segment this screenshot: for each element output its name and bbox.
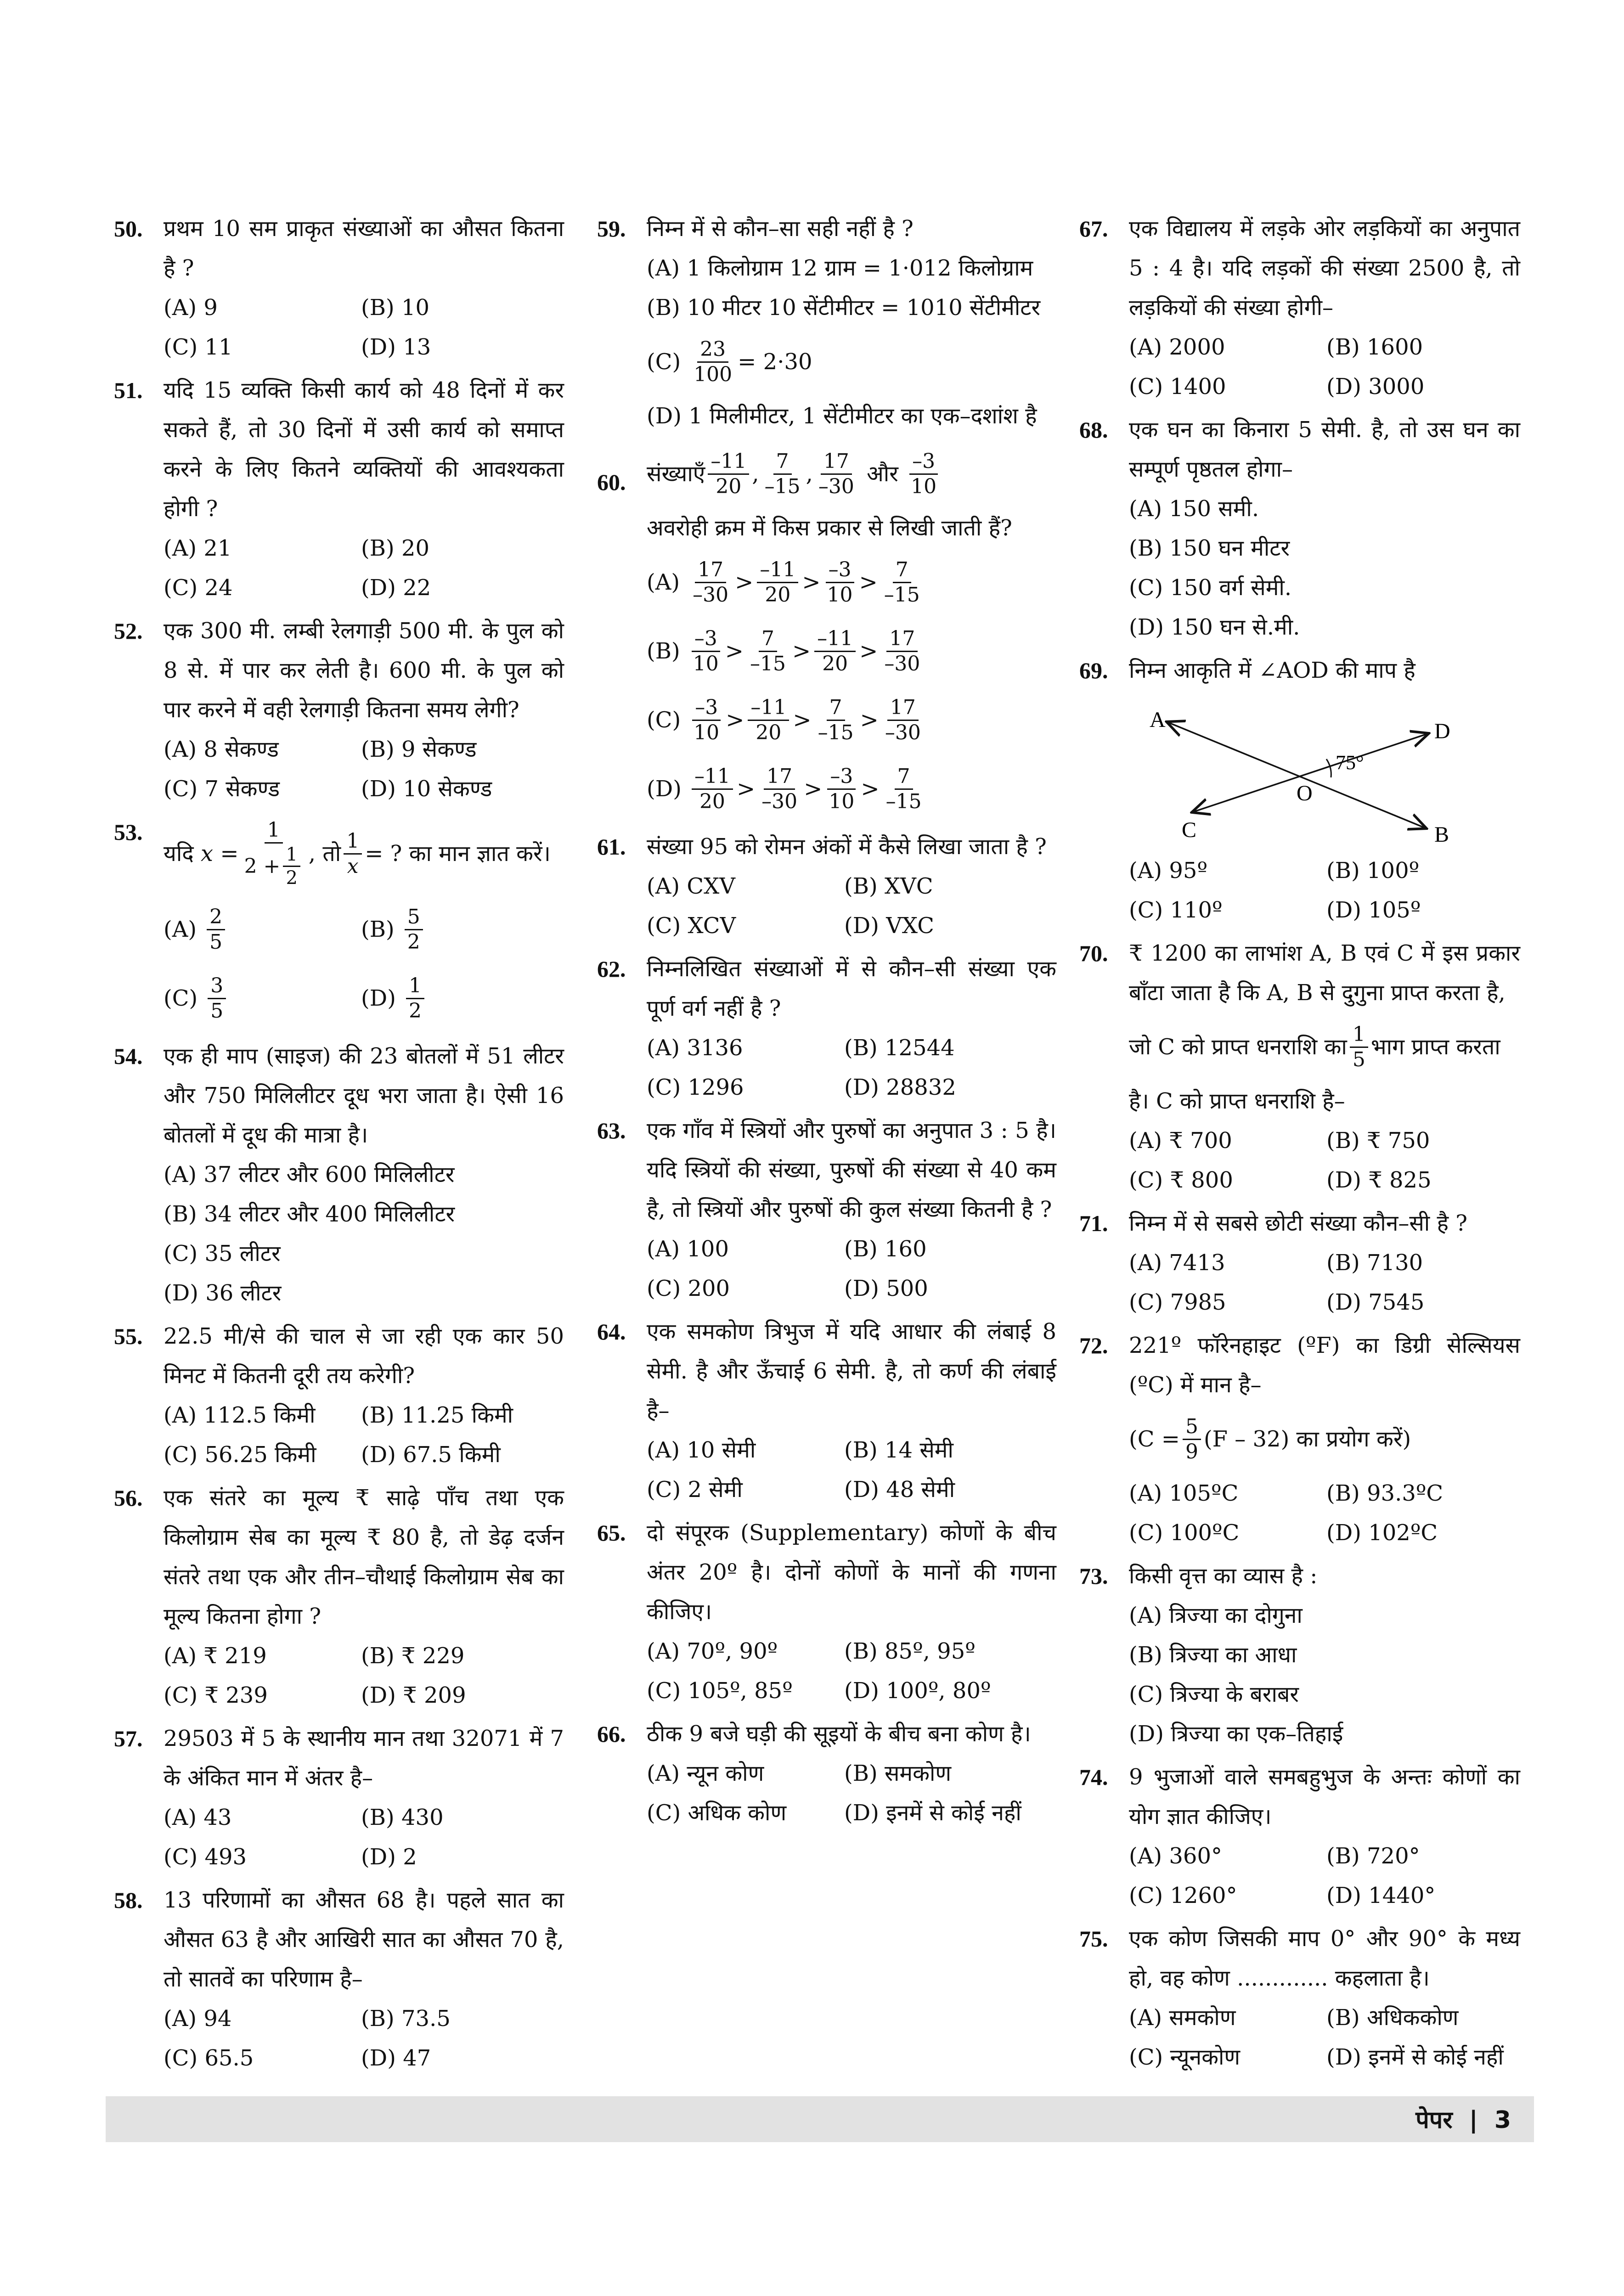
label-o: O <box>1297 781 1313 805</box>
options <box>164 1798 564 1877</box>
option-d[interactable]: (D) 102ºC <box>1326 1520 1438 1546</box>
option-a[interactable]: (A) 105ºC <box>1129 1480 1239 1506</box>
label-b: B <box>1434 822 1449 846</box>
option-a[interactable]: (A) 94 <box>164 2006 232 2032</box>
angle-figure <box>1129 695 1460 846</box>
question-57 <box>114 1719 564 1877</box>
options <box>1129 327 1520 406</box>
option-a[interactable]: (A) 21 <box>164 535 232 561</box>
question-text: एक विद्यालय में लड़के ओर लड़कियों का अनुपात 5 : 4 है। यदि लड़कों की संख्या 2500 है, तो लड़कियों की संख्या होगी– <box>1129 216 1520 321</box>
question-number: 55. <box>114 1323 143 1349</box>
question-text: एक समकोण त्रिभुज में यदि आधार की लंबाई 8 सेमी. है और ऊँचाई 6 सेमी. है, तो कर्ण की लंबाई है– <box>647 1319 1056 1424</box>
question-number: 72. <box>1079 1333 1108 1358</box>
options <box>1129 1121 1520 1200</box>
option-c[interactable]: (C) 1260° <box>1129 1883 1237 1908</box>
option-b[interactable]: (B) 720° <box>1326 1843 1420 1869</box>
option-d[interactable]: (D) इनमें से कोई नहीं <box>1326 2044 1504 2070</box>
option-b[interactable]: (B) 14 सेमी <box>844 1437 953 1463</box>
label-c: C <box>1182 818 1197 842</box>
question-text: 9 भुजाओं वाले समबहुभुज के अन्तः कोणों का योग ज्ञात कीजिए। <box>1129 1764 1520 1829</box>
question-75 <box>1079 1919 1520 2077</box>
question-62 <box>597 949 1056 1107</box>
angle-arc <box>1326 759 1331 777</box>
option-b[interactable]: (B) समकोण <box>844 1761 952 1786</box>
question-number: 75. <box>1079 1926 1108 1952</box>
option-b[interactable]: (B) ₹ 750 <box>1326 1128 1430 1154</box>
options <box>1129 489 1520 647</box>
option-a[interactable]: (A) ₹ 700 <box>1129 1128 1232 1154</box>
option-d[interactable]: (D) त्रिज्या का एक–तिहाई <box>1129 1721 1343 1747</box>
options <box>1129 1998 1520 2077</box>
option-c[interactable]: (C) $\frac{23}{100}$ = 2·30 <box>647 337 812 386</box>
option-b[interactable]: (B) 150 घन मीटर <box>1129 535 1290 561</box>
option-a[interactable]: (A) त्रिज्या का दोगुना <box>1129 1603 1303 1628</box>
options <box>647 1430 1056 1509</box>
question-number: 60. <box>597 469 626 495</box>
option-d[interactable]: (D) 67.5 किमी <box>361 1442 501 1468</box>
option-c[interactable]: (C) 11 <box>164 334 233 360</box>
option-b[interactable]: (B) 20 <box>361 535 430 561</box>
question-text: दो संपूरक (Supplementary) कोणों के बीच अंतर 20º है। दोनों कोणों के मानों की गणना कीजिए। <box>647 1520 1056 1625</box>
options <box>1129 1836 1520 1915</box>
question-number: 56. <box>114 1485 143 1511</box>
option-c[interactable]: (C) 65.5 <box>164 2045 254 2071</box>
option-c[interactable]: (C) 7 सेकण्ड <box>164 776 280 802</box>
option-d[interactable]: (D) 100º, 80º <box>844 1678 991 1704</box>
option-b[interactable]: (B) 85º, 95º <box>844 1638 976 1664</box>
question-73 <box>1079 1556 1520 1754</box>
question-text: एक गाँव में स्त्रियों और पुरुषों का अनुपात 3 : 5 है। यदि स्त्रियों की संख्या, पुरुषों की संख्या से 40 कम है, तो स्त्रियों और पुरुषों की कुल संख्या कितनी है ? <box>647 1118 1056 1222</box>
column-left <box>114 209 564 2082</box>
question-number: 50. <box>114 216 143 242</box>
option-c[interactable]: (C) त्रिज्या के बराबर <box>1129 1682 1299 1707</box>
option-c[interactable]: (C) 7985 <box>1129 1289 1226 1315</box>
option-a[interactable]: (A) 95º <box>1129 858 1208 884</box>
question-50 <box>114 209 564 367</box>
option-c[interactable]: (C) 493 <box>164 1844 247 1870</box>
question-text: संख्या 95 को रोमन अंकों में कैसे लिखा जाता है ? <box>647 834 1047 860</box>
option-a[interactable]: (A) समकोण <box>1129 2005 1236 2031</box>
question-number: 70. <box>1079 940 1108 966</box>
question-67 <box>1079 209 1520 406</box>
option-d[interactable]: (D) $\frac{1}{2}$ <box>361 964 564 1033</box>
option-b[interactable]: (B) 10 <box>361 295 430 321</box>
question-text: 13 परिणामों का औसत 68 है। पहले सात का औसत 63 है और आखिरी सात का औसत 70 है, तो सातवें का परिणाम है– <box>164 1887 564 1992</box>
question-text: एक कोण जिसकी माप 0° और 90° के मध्य हो, वह कोण ............. कहलाता है। <box>1129 1926 1520 1991</box>
option-a[interactable]: (A) 2000 <box>1129 334 1225 360</box>
option-c[interactable]: (C) $\frac{-3}{10}$ > $\frac{-11}{20}$ > $\frac{7}{-15}$ > $\frac{17}{-30}$ <box>647 695 921 744</box>
formula-hint: (C = $\frac{5}{9}$ (F – 32) का प्रयोग करें) <box>1129 1414 1411 1463</box>
question-63 <box>597 1111 1056 1308</box>
option-c[interactable]: (C) 105º, 85º <box>647 1678 793 1704</box>
options <box>647 1229 1056 1308</box>
question-55 <box>114 1317 564 1474</box>
option-d[interactable]: (D) 48 सेमी <box>844 1477 955 1503</box>
question-74 <box>1079 1757 1520 1915</box>
option-c[interactable]: (C) 1296 <box>647 1075 744 1100</box>
option-d[interactable]: (D) 7545 <box>1326 1289 1425 1315</box>
question-number: 52. <box>114 618 143 644</box>
column-right <box>1079 209 1520 2081</box>
option-b[interactable]: (B) 7130 <box>1326 1250 1423 1276</box>
option-d[interactable]: (D) 150 घन से.मी. <box>1129 614 1300 640</box>
option-a[interactable]: (A) 112.5 किमी <box>164 1402 316 1428</box>
options <box>647 1754 1056 1833</box>
option-a[interactable]: (A) 43 <box>164 1805 232 1830</box>
option-b[interactable]: (B) 11.25 किमी <box>361 1402 513 1428</box>
question-number: 67. <box>1079 216 1108 242</box>
question-number: 63. <box>597 1118 626 1143</box>
option-d[interactable]: (D) 28832 <box>844 1075 956 1100</box>
question-text: एक 300 मी. लम्बी रेलगाड़ी 500 मी. के पुल को 8 से. में पार कर लेती है। 600 मी. के पुल को पार करने में वही रेलगाड़ी कितना समय लेगी? <box>164 618 564 723</box>
question-text: निम्न आकृति में ∠AOD की माप है <box>1129 658 1415 683</box>
option-c[interactable]: (C) 2 सेमी <box>647 1477 743 1503</box>
nested-fraction: 1 2 + $\frac{1}{2}$ <box>242 820 306 887</box>
page-footer <box>106 2096 1534 2142</box>
option-a[interactable]: (A) 150 समी. <box>1129 496 1259 522</box>
question-number: 68. <box>1079 417 1108 443</box>
question-text: यदि 15 व्यक्ति किसी कार्य को 48 दिनों में कर सकते हैं, तो 30 दिनों में उसी कार्य को समाप्त करने के लिए कितने व्यक्तियों की आवश्यकता होगी ? <box>164 377 564 522</box>
option-a[interactable]: (A) 3136 <box>647 1035 743 1061</box>
question-52 <box>114 611 564 809</box>
question-text: 22.5 मी/से की चाल से जा रही एक कार 50 मिनट में कितनी दूरी तय करेगी? <box>164 1323 564 1389</box>
options <box>647 548 1056 823</box>
option-a[interactable]: (A) न्यून कोण <box>647 1761 764 1786</box>
question-text: निम्न में से सबसे छोटी संख्या कौन–सी है ? <box>1129 1210 1467 1236</box>
question-54 <box>114 1036 564 1313</box>
question-number: 61. <box>597 834 626 860</box>
question-text: यदि x = 1 2 + $\frac{1}{2}$ , तो $\frac{1}{x}$ = ? का मान ज्ञात करें। <box>164 818 551 889</box>
question-number: 59. <box>597 216 626 242</box>
option-b[interactable]: (B) त्रिज्या का आधा <box>1129 1642 1297 1668</box>
option-d[interactable]: (D) ₹ 209 <box>361 1683 466 1708</box>
options <box>164 288 564 367</box>
options <box>647 1632 1056 1711</box>
question-text: प्रथम 10 सम प्राकृत संख्याओं का औसत कितना है ? <box>164 216 564 281</box>
question-70 <box>1079 934 1520 1200</box>
option-d[interactable]: (D) इनमें से कोई नहीं <box>844 1800 1021 1826</box>
option-b[interactable]: (B) 10 मीटर 10 सेंटीमीटर = 1010 सेंटीमीटर <box>647 295 1041 321</box>
option-c[interactable]: (C) XCV <box>647 913 736 939</box>
option-c[interactable]: (C) अधिक कोण <box>647 1800 787 1826</box>
question-text: निम्नलिखित संख्याओं में से कौन–सी संख्या एक पूर्ण वर्ग नहीं है ? <box>647 956 1056 1021</box>
page-number: 3 <box>1494 2106 1511 2134</box>
question-number: 51. <box>114 377 143 403</box>
question-72 <box>1079 1326 1520 1553</box>
question-text: एक ही माप (साइज) की 23 बोतलों में 51 लीटर और 750 मिलिलीटर दूध भरा जाता है। ऐसी 16 बोतलों में दूध की मात्रा है। <box>164 1043 564 1148</box>
option-d[interactable]: (D) 10 सेकण्ड <box>361 776 492 802</box>
option-a[interactable]: (A) 37 लीटर और 600 मिलिलीटर <box>164 1162 455 1187</box>
question-number: 71. <box>1079 1210 1108 1236</box>
options <box>164 1636 564 1715</box>
label-a: A <box>1150 708 1166 732</box>
column-middle <box>597 209 1056 1836</box>
option-b[interactable]: (B) अधिककोण <box>1326 2005 1459 2031</box>
option-a[interactable]: (A) ₹ 219 <box>164 1643 267 1669</box>
option-c[interactable]: (C) 100ºC <box>1129 1520 1240 1546</box>
option-c[interactable]: (C) न्यूनकोण <box>1129 2044 1241 2070</box>
angle-label: 75° <box>1336 751 1364 774</box>
question-61 <box>597 827 1056 945</box>
option-d[interactable]: (D) ₹ 825 <box>1326 1167 1432 1193</box>
option-b[interactable]: (B) 9 सेकण्ड <box>361 737 477 762</box>
option-d[interactable]: (D) 105º <box>1326 897 1421 923</box>
option-a[interactable]: (A) 1 किलोग्राम 12 ग्राम = 1·012 किलोग्राम <box>647 255 1033 281</box>
footer-label: पेपर <box>1415 2106 1453 2134</box>
question-number: 73. <box>1079 1563 1108 1589</box>
question-text: एक घन का किनारा 5 सेमी. है, तो उस घन का सम्पूर्ण पृष्ठतल होगा– <box>1129 417 1520 482</box>
question-65 <box>597 1513 1056 1711</box>
option-b[interactable]: (B) 1600 <box>1326 334 1423 360</box>
question-60 <box>597 439 1056 823</box>
option-c[interactable]: (C) 56.25 किमी <box>164 1442 316 1468</box>
question-number: 69. <box>1079 658 1108 683</box>
question-number: 64. <box>597 1319 626 1345</box>
question-text: ठीक 9 बजे घड़ी की सूइयों के बीच बना कोण है। <box>647 1721 1031 1747</box>
option-b[interactable]: (B) 160 <box>844 1236 927 1262</box>
label-d: D <box>1434 719 1450 743</box>
option-c[interactable]: (C) 110º <box>1129 897 1223 923</box>
option-b[interactable]: (B) ₹ 229 <box>361 1643 465 1669</box>
question-text: 29503 में 5 के स्थानीय मान तथा 32071 में 7 के अंकित मान में अंतर है– <box>164 1726 564 1791</box>
option-b[interactable]: (B) 73.5 <box>361 2006 451 2032</box>
question-text: संख्याएँ $\frac{-11}{20}$ , $\frac{7}{-15}$ , $\frac{17}{-30}$ और $\frac{-3}{10}$ अवरोही क्रम में किस प्रकार से लिखी जाती हैं? <box>647 449 1012 541</box>
option-d[interactable]: (D) 2 <box>361 1844 417 1870</box>
option-a[interactable]: (A) 10 सेमी <box>647 1437 756 1463</box>
options <box>164 730 564 809</box>
option-c[interactable]: (C) 150 वर्ग सेमी. <box>1129 575 1292 601</box>
question-number: 57. <box>114 1726 143 1751</box>
question-text: किसी वृत्त का व्यास है : <box>1129 1563 1318 1589</box>
question-number: 74. <box>1079 1764 1108 1790</box>
question-68 <box>1079 410 1520 647</box>
question-text: ₹ 1200 का लाभांश A, B एवं C में इस प्रकार बाँटा जाता है कि A, B से दुगुना प्राप्त करता है, जो C को प्राप्त धनराशि का $\frac{1}{5}$ भाग प्राप्त करता है। C को प्राप्त धनराशि है– <box>1129 940 1520 1114</box>
question-56 <box>114 1478 564 1715</box>
option-d[interactable]: (D) 500 <box>844 1276 928 1301</box>
question-number: 66. <box>597 1721 626 1747</box>
option-c[interactable]: (C) 1400 <box>1129 374 1226 400</box>
options <box>1129 1243 1520 1322</box>
footer-page-label <box>1415 2103 1511 2135</box>
question-number: 58. <box>114 1887 143 1913</box>
question-64 <box>597 1312 1056 1509</box>
option-d[interactable]: (D) VXC <box>844 913 934 939</box>
option-a[interactable]: (A) CXV <box>647 873 735 899</box>
options <box>647 248 1056 436</box>
question-51 <box>114 371 564 608</box>
option-d[interactable]: (D) 47 <box>361 2045 431 2071</box>
question-number: 53. <box>114 819 143 845</box>
question-text: निम्न में से कौन–सा सही नहीं है ? <box>647 216 914 242</box>
option-b[interactable]: (B) $\frac{-3}{10}$ > $\frac{7}{-15}$ > $\frac{-11}{20}$ > $\frac{17}{-30}$ <box>647 626 920 675</box>
option-d[interactable]: (D) 36 लीटर <box>164 1280 282 1306</box>
question-71 <box>1079 1204 1520 1322</box>
question-58 <box>114 1880 564 2078</box>
question-53 <box>114 812 564 1033</box>
option-b[interactable]: (B) 34 लीटर और 400 मिलिलीटर <box>164 1201 455 1227</box>
option-d[interactable]: (D) 3000 <box>1326 374 1425 400</box>
option-a[interactable]: (A) 360° <box>1129 1843 1222 1869</box>
option-a[interactable]: (A) 100 <box>647 1236 729 1262</box>
question-66 <box>597 1714 1056 1833</box>
option-b[interactable]: (B) 12544 <box>844 1035 955 1061</box>
option-c[interactable]: (C) 24 <box>164 575 233 601</box>
option-a[interactable]: (A) 8 सेकण्ड <box>164 737 279 762</box>
options <box>647 1028 1056 1107</box>
option-b[interactable]: (B) XVC <box>844 873 933 899</box>
option-d[interactable]: (D) 1440° <box>1326 1883 1436 1908</box>
option-d[interactable]: (D) 13 <box>361 334 431 360</box>
option-a[interactable]: (A) 70º, 90º <box>647 1638 778 1664</box>
question-text: एक संतरे का मूल्य ₹ साढ़े पाँच तथा एक किलोग्राम सेब का मूल्य ₹ 80 है, तो डेढ़ दर्जन संतरे तथा एक और तीन–चौथाई किलोग्राम सेब का मूल्य कितना होगा ? <box>164 1485 564 1629</box>
option-d[interactable]: (D) 1 मिलीमीटर, 1 सेंटीमीटर का एक–दशांश है <box>647 403 1037 429</box>
option-c[interactable]: (C) 200 <box>647 1276 730 1301</box>
option-b[interactable]: (B) 93.3ºC <box>1326 1480 1444 1506</box>
options <box>1129 1474 1520 1553</box>
options <box>164 1155 564 1313</box>
question-number: 54. <box>114 1043 143 1069</box>
option-c[interactable]: (C) 35 लीटर <box>164 1241 281 1266</box>
option-d[interactable]: (D) $\frac{-11}{20}$ > $\frac{17}{-30}$ > $\frac{-3}{10}$ > $\frac{7}{-15}$ <box>647 764 922 813</box>
options <box>1129 1596 1520 1754</box>
option-d[interactable]: (D) 22 <box>361 575 431 601</box>
option-b[interactable]: (B) 430 <box>361 1805 444 1830</box>
option-c[interactable]: (C) $\frac{3}{5}$ <box>164 964 361 1033</box>
options <box>164 1396 564 1474</box>
options <box>1129 851 1520 930</box>
option-a[interactable]: (A) $\frac{2}{5}$ <box>164 895 361 964</box>
question-text: 221º फॉरेनहाइट (ºF) का डिग्री सेल्सियस (ºC) में मान है– <box>1129 1333 1520 1398</box>
options <box>164 895 564 1033</box>
question-number: 62. <box>597 956 626 982</box>
line-ab <box>1168 722 1425 828</box>
question-69 <box>1079 651 1520 930</box>
option-a[interactable]: (A) $\frac{17}{-30}$ > $\frac{-11}{20}$ > $\frac{-3}{10}$ > $\frac{7}{-15}$ <box>647 557 920 607</box>
question-59 <box>597 209 1056 436</box>
option-a[interactable]: (A) 7413 <box>1129 1250 1225 1276</box>
option-a[interactable]: (A) 9 <box>164 295 218 321</box>
options <box>164 529 564 608</box>
question-number: 65. <box>597 1520 626 1546</box>
footer-separator: | <box>1469 2106 1478 2134</box>
options <box>647 867 1056 945</box>
option-b[interactable]: (B) $\frac{5}{2}$ <box>361 895 564 964</box>
option-b[interactable]: (B) 100º <box>1326 858 1420 884</box>
option-c[interactable]: (C) ₹ 239 <box>164 1683 268 1708</box>
options <box>164 1999 564 2078</box>
option-c[interactable]: (C) ₹ 800 <box>1129 1167 1233 1193</box>
